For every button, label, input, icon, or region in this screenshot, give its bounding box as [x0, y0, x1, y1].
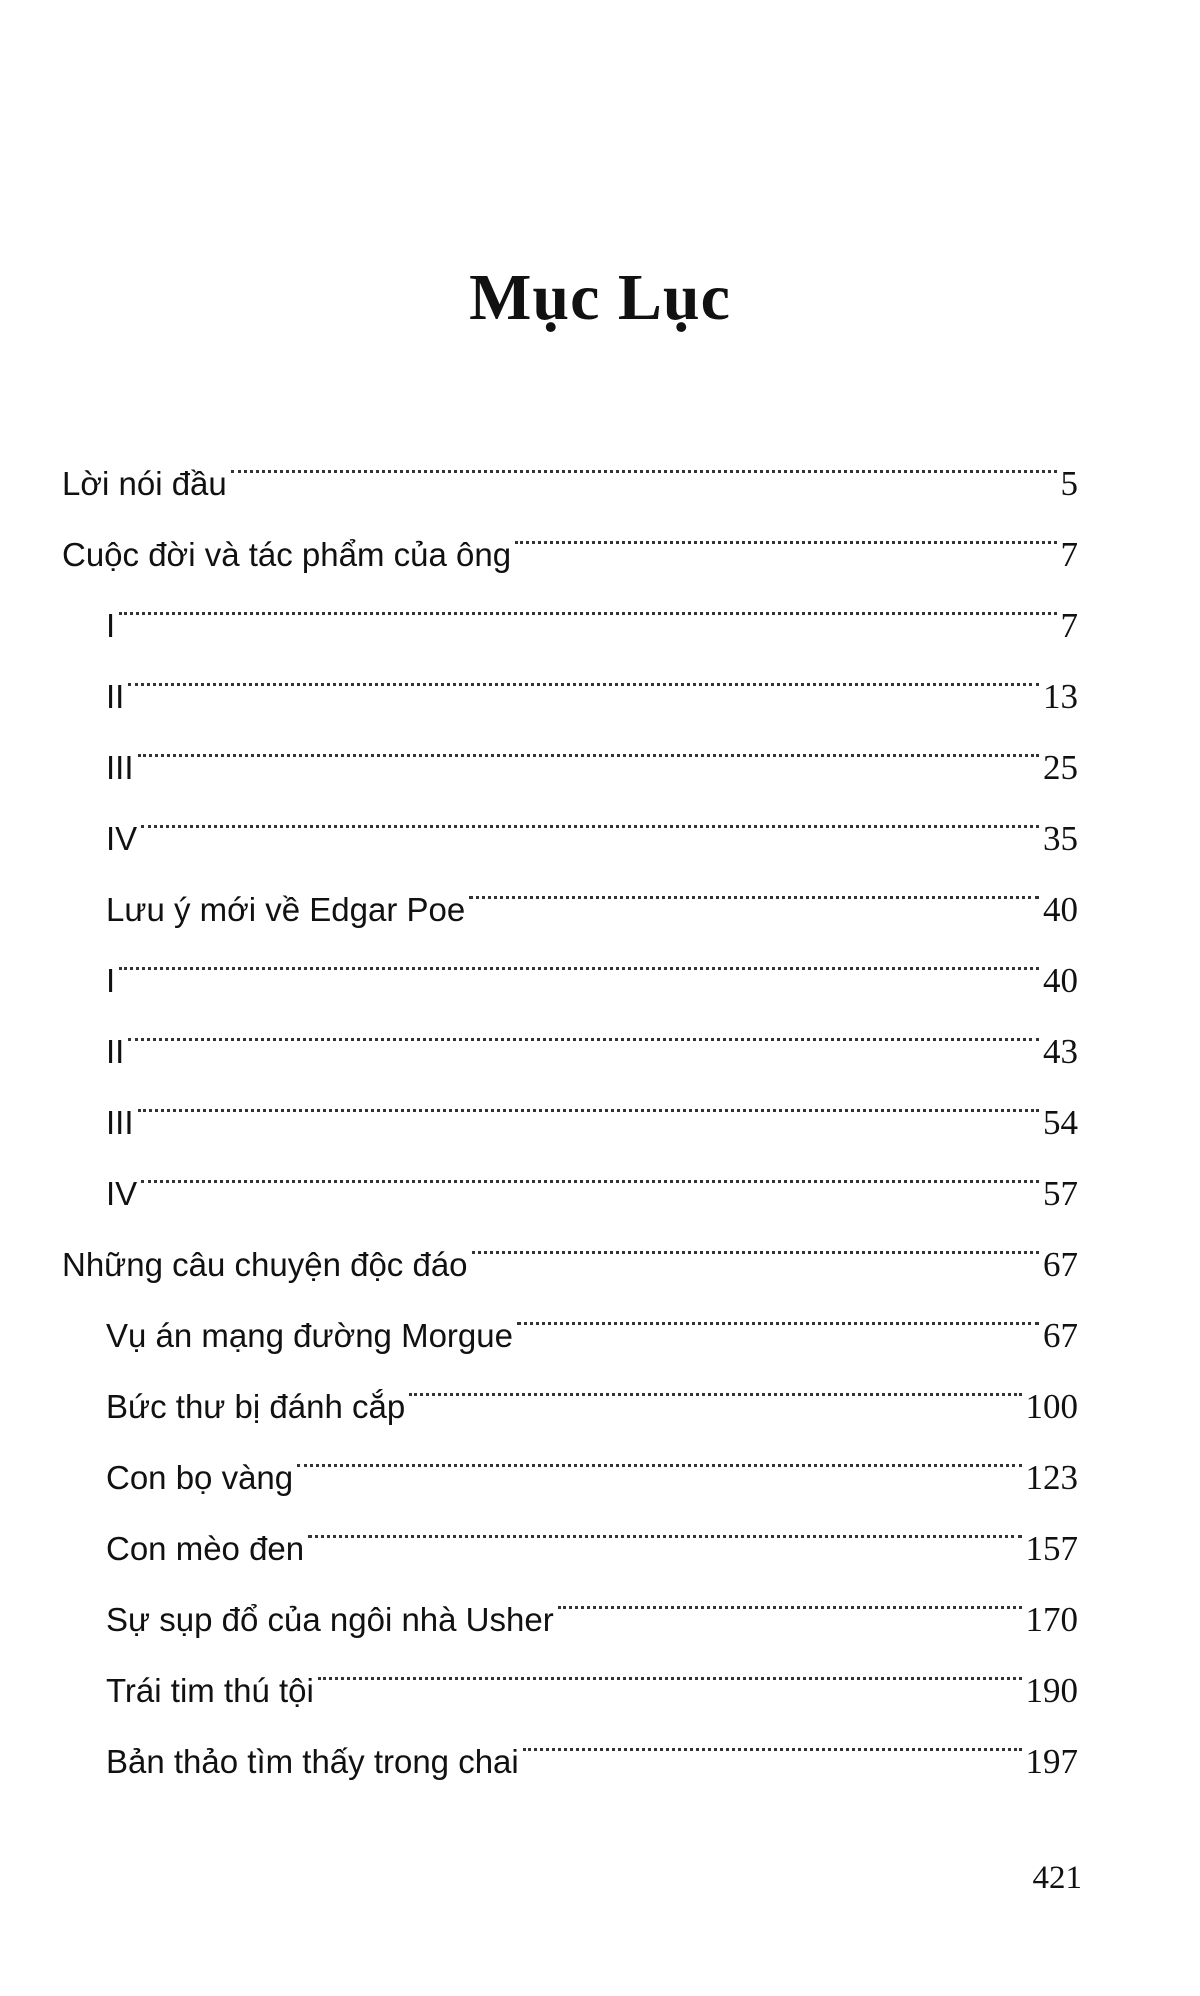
- toc-entry-title: I: [106, 962, 116, 999]
- toc-entry-page: 35: [1043, 819, 1078, 858]
- toc-entry-page: 170: [1025, 1600, 1078, 1639]
- dot-leader: [517, 1276, 1039, 1347]
- page-title: Mục Lục: [469, 261, 731, 334]
- toc-entry-page: 190: [1025, 1671, 1078, 1710]
- toc-entry-title: Những câu chuyện độc đáo: [62, 1246, 468, 1283]
- toc-entry: [62, 1134, 1078, 1213]
- toc-entry-title: Trái tim thú tội: [106, 1672, 314, 1709]
- toc-entry-title: III: [106, 1104, 134, 1141]
- toc-entry-title: IV: [106, 820, 138, 857]
- dot-leader: [409, 1347, 1021, 1418]
- dot-leader: [119, 566, 1056, 637]
- toc-entry: [62, 424, 1078, 503]
- dot-leader: [128, 637, 1039, 708]
- toc-entry-title: Cuộc đời và tác phẩm của ông: [62, 536, 512, 573]
- toc-entry-page: 67: [1043, 1245, 1078, 1284]
- toc-entry-title: Lời nói đầu: [62, 465, 227, 502]
- toc-entry-page: 7: [1060, 606, 1078, 645]
- dot-leader: [297, 1418, 1021, 1489]
- dot-leader: [231, 424, 1057, 495]
- toc-entry-title: Lưu ý mới về Edgar Poe: [106, 891, 466, 928]
- page-number: 421: [1032, 1860, 1082, 1896]
- toc-entry-page: 7: [1060, 535, 1078, 574]
- toc-entry-page: 40: [1043, 961, 1078, 1000]
- toc-entry-title: Con bọ vàng: [106, 1459, 294, 1496]
- toc-entry-title: Bản thảo tìm thấy trong chai: [106, 1743, 519, 1780]
- toc-entry-page: 13: [1043, 677, 1078, 716]
- dot-leader: [523, 1702, 1022, 1773]
- toc-entry-title: Sự sụp đổ của ngôi nhà Usher: [106, 1601, 554, 1638]
- toc-entry: [62, 708, 1078, 787]
- toc-entry-page: 25: [1043, 748, 1078, 787]
- toc-entry-title: IV: [106, 1175, 138, 1212]
- toc-entry: [62, 779, 1078, 858]
- toc-entry-page: 57: [1043, 1174, 1078, 1213]
- toc-entry-title: Vụ án mạng đường Morgue: [106, 1317, 513, 1354]
- dot-leader: [141, 779, 1039, 850]
- toc-entry: [62, 1063, 1078, 1142]
- toc-entry-page: 100: [1025, 1387, 1078, 1426]
- dot-leader: [308, 1489, 1021, 1560]
- dot-leader: [318, 1631, 1022, 1702]
- toc-entry-page: 40: [1043, 890, 1078, 929]
- dot-leader: [141, 1134, 1039, 1205]
- toc-entry: [62, 566, 1078, 645]
- toc-entry: [62, 1205, 1078, 1284]
- dot-leader: [515, 495, 1056, 566]
- toc-entry-title: I: [106, 607, 116, 644]
- toc-entry: [62, 921, 1078, 1000]
- toc-entry-page: 157: [1025, 1529, 1078, 1568]
- dot-leader: [472, 1205, 1039, 1276]
- dot-leader: [119, 921, 1039, 992]
- toc-entry-page: 43: [1043, 1032, 1078, 1071]
- toc-entry-title: Bức thư bị đánh cắp: [106, 1388, 406, 1425]
- toc-entry-page: 197: [1025, 1742, 1078, 1781]
- dot-leader: [138, 708, 1039, 779]
- dot-leader: [128, 992, 1039, 1063]
- table-of-contents: [62, 424, 1078, 1781]
- toc-entry-page: 54: [1043, 1103, 1078, 1142]
- toc-entry-title: II: [106, 1033, 125, 1070]
- toc-entry-title: II: [106, 678, 125, 715]
- toc-entry-page: 5: [1060, 464, 1078, 503]
- toc-entry-page: 67: [1043, 1316, 1078, 1355]
- toc-entry: [62, 992, 1078, 1071]
- toc-entry: [62, 637, 1078, 716]
- dot-leader: [558, 1560, 1022, 1631]
- dot-leader: [469, 850, 1039, 921]
- toc-entry-page: 123: [1025, 1458, 1078, 1497]
- toc-entry-title: Con mèo đen: [106, 1530, 305, 1567]
- toc-entry: [62, 850, 1078, 929]
- toc-entry-title: III: [106, 749, 134, 786]
- dot-leader: [138, 1063, 1039, 1134]
